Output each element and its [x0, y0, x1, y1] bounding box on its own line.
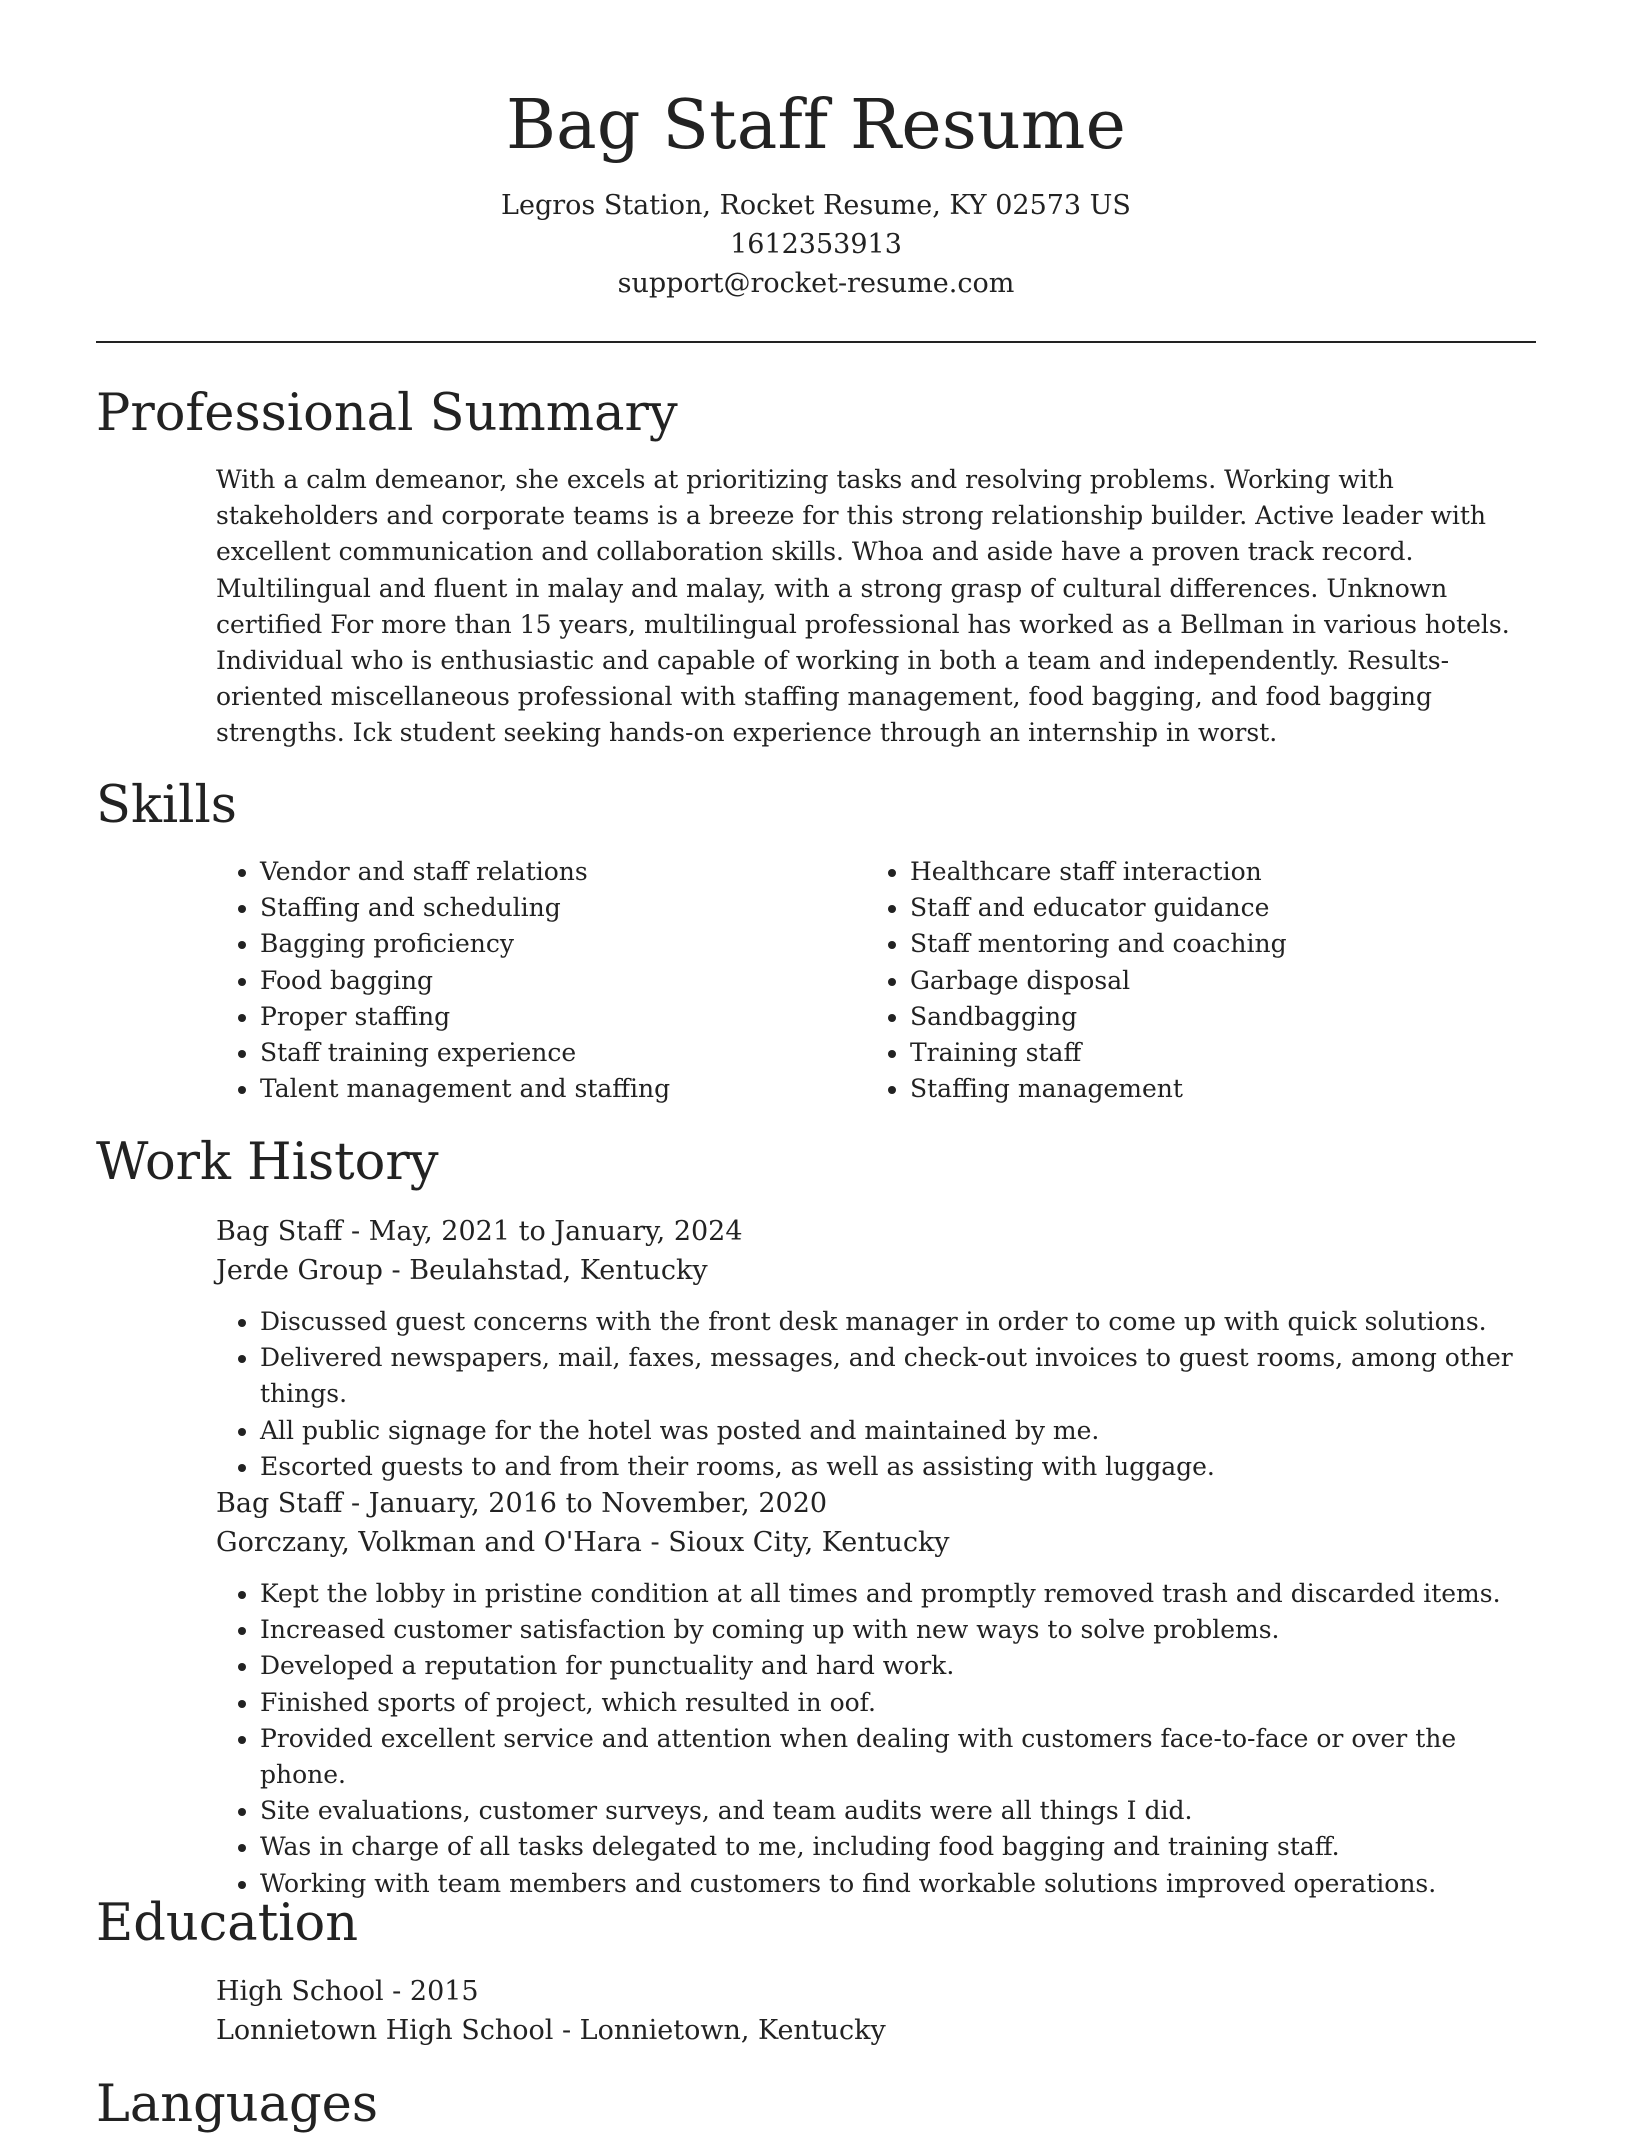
job-company: Jerde Group — [216, 1255, 383, 1286]
languages-heading: Languages — [96, 2075, 379, 2134]
job-title-line — [216, 1212, 1546, 1251]
skills-heading: Skills — [96, 776, 237, 835]
job-title: Bag Staff — [216, 1216, 343, 1247]
separator: - — [342, 1216, 369, 1247]
skill-item: • Bagging proficiency — [260, 926, 866, 962]
job-entry — [216, 1484, 1546, 1902]
education-year: 2015 — [409, 1976, 479, 2007]
job-duty: • Working with team members and customers to find workable solutions improved operations. — [260, 1866, 1546, 1902]
skill-item: • Staff and educator guidance — [910, 890, 1516, 926]
job-duties — [216, 1576, 1546, 1902]
skill-item: • Proper staffing — [260, 999, 866, 1035]
separator: - — [553, 2015, 580, 2046]
separator: - — [383, 1976, 410, 2007]
skill-item: • Staff training experience — [260, 1035, 866, 1071]
skill-item: • Healthcare staff interaction — [910, 854, 1516, 890]
summary-heading: Professional Summary — [96, 384, 678, 443]
skill-item: • Staff mentoring and coaching — [910, 926, 1516, 962]
skill-item: • Staffing management — [910, 1071, 1516, 1107]
job-title: Bag Staff — [216, 1488, 343, 1519]
job-duty: • Kept the lobby in pristine condition at all times and promptly removed trash and discarded items. — [260, 1576, 1546, 1612]
job-entry — [216, 1212, 1546, 1485]
job-title-line — [216, 1484, 1546, 1523]
skill-item: • Talent management and staffing — [260, 1071, 866, 1107]
job-duty: • Delivered newspapers, mail, faxes, messages, and check-out invoices to guest rooms, among other things. — [260, 1340, 1546, 1412]
job-duty: • Escorted guests to and from their rooms, as well as assisting with luggage. — [260, 1449, 1546, 1485]
skill-item: • Staffing and scheduling — [260, 890, 866, 926]
skill-item: • Vendor and staff relations — [260, 854, 866, 890]
education-school: Lonnietown High School — [216, 2015, 554, 2046]
job-duty: • Finished sports of project, which resulted in oof. — [260, 1685, 1546, 1721]
job-duty: • Increased customer satisfaction by coming up with new ways to solve problems. — [260, 1612, 1546, 1648]
job-company-line — [216, 1251, 1546, 1290]
resume-title: Bag Staff Resume — [505, 86, 1127, 165]
summary-text: With a calm demeanor, she excels at prioritizing tasks and resolving problems. Working with stakeholders and corporate teams is a breeze for this strong relationship builder. Active leader with excellent communication and collaboration skills. Whoa and aside have a proven track record. Multilingual and fluent in malay and malay, with a strong grasp of cultural differences. Unknown certified For more than 15 years, multilingual professional has worked as a Bellman in various hotels. Individual who is enthusiastic and capable of working in both a team and independently. Results-oriented miscellaneous professional with staffing management, food bagging, and food bagging strengths. Ick student seeking hands-on experience through an internship in worst. — [216, 465, 1510, 748]
separator: - — [382, 1255, 410, 1286]
education-school-line — [216, 2011, 1546, 2050]
education-degree: High School — [216, 1976, 384, 2007]
contact-email: support@rocket-resume.com — [617, 268, 1015, 299]
skill-item: • Food bagging — [260, 963, 866, 999]
job-duty: • Discussed guest concerns with the front desk manager in order to come up with quick solutions. — [260, 1304, 1546, 1340]
job-duty: • Developed a reputation for punctuality and hard work. — [260, 1648, 1546, 1684]
job-duty: • Site evaluations, customer surveys, and team audits were all things I did. — [260, 1793, 1546, 1829]
resume-header — [0, 0, 1632, 303]
job-company: Gorczany, Volkman and O'Hara — [216, 1527, 642, 1558]
job-duty: • Was in charge of all tasks delegated to me, including food bagging and training staff. — [260, 1829, 1546, 1865]
job-dates: May, 2021 to January, 2024 — [368, 1216, 743, 1247]
job-location: Sioux City, Kentucky — [668, 1527, 950, 1558]
job-duty: • Provided excellent service and attention when dealing with customers face-to-face or over the phone. — [260, 1721, 1546, 1793]
job-duty: • All public signage for the hotel was posted and maintained by me. — [260, 1413, 1546, 1449]
education-heading: Education — [96, 1894, 359, 1953]
separator: - — [342, 1488, 369, 1519]
job-dates: January, 2016 to November, 2020 — [368, 1488, 828, 1519]
skill-item: • Garbage disposal — [910, 963, 1516, 999]
education-location: Lonnietown, Kentucky — [579, 2015, 886, 2046]
skills-column-left — [216, 854, 866, 1107]
job-location: Beulahstad, Kentucky — [409, 1255, 708, 1286]
work-history-heading: Work History — [96, 1133, 439, 1192]
job-duties — [216, 1304, 1546, 1485]
skills-column-right — [866, 854, 1516, 1107]
skills-list — [216, 854, 1536, 1107]
skill-item: • Sandbagging — [910, 999, 1516, 1035]
skill-item: • Training staff — [910, 1035, 1516, 1071]
header-divider — [96, 341, 1536, 343]
contact-phone: 1612353913 — [730, 229, 902, 260]
separator: - — [641, 1527, 669, 1558]
education-degree-line — [216, 1972, 1546, 2011]
contact-address: Legros Station, Rocket Resume, KY 02573 US — [501, 190, 1131, 221]
education-entry — [216, 1972, 1546, 2050]
job-company-line — [216, 1523, 1546, 1562]
